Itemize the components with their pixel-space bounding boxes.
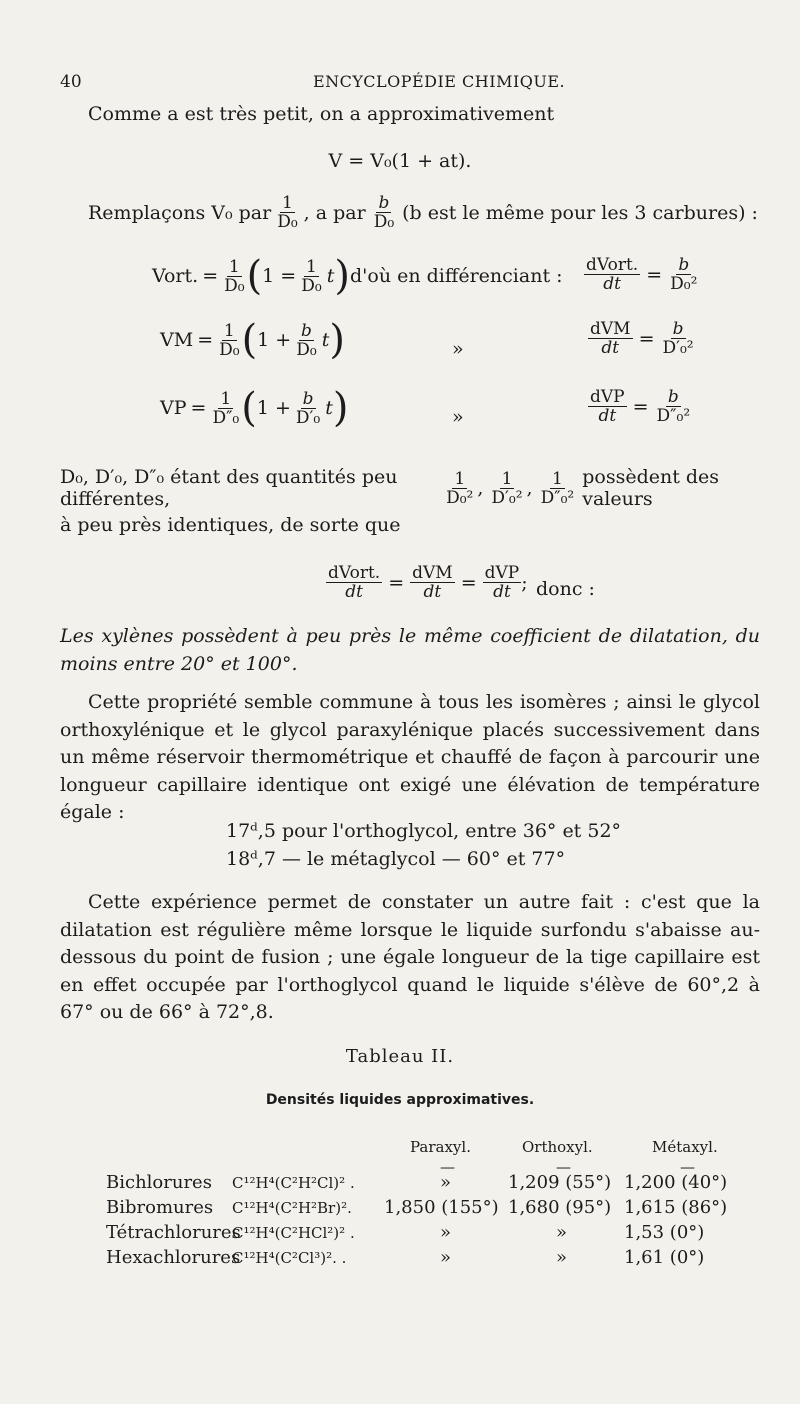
d0-text-end: possèdent des valeurs [582,466,720,510]
d0-text-start: D₀, D′₀, D″₀ étant des quantités peu différentes, [60,466,398,510]
table-row [0,1222,800,1250]
fraction: $\frac{1}{\text{D₀²}}$ [446,468,474,508]
fraction: $\frac{1}{\text{D₀}}$ [224,256,245,296]
row-name: Bichlorures [106,1172,212,1193]
fraction: $\frac{\text{dVort.}}{dt}$ [328,563,381,602]
fraction: $\frac{\text{dVort.}}{dt}$ [586,255,639,294]
meta-temperature-line: 18ᵈ,7 — le métaglycol — 60° et 77° [226,848,566,870]
derivative-v-m: $\frac{\text{dVM}}{dt}$ = $\frac{b}{\text{D′₀²}}$ [590,319,694,358]
column-header-meta: Métaxyl. [652,1138,718,1156]
row-ortho: 1,680 (95°) [508,1197,612,1218]
row-ortho: 1,209 (55°) [508,1172,612,1193]
column-dash: — [440,1158,455,1176]
ditto-mark: » [452,338,464,360]
numerator: b [378,193,390,213]
fraction: $\frac{b}{\text{D′₀²}}$ [662,319,694,358]
column-dash: — [556,1158,571,1176]
row-formula: C¹²H⁴(C²HCl²)² . [232,1224,355,1242]
replace-text-b: , a par [303,201,366,224]
page-number: 40 [60,72,82,92]
fraction: $\frac{b}{\text{D′₀}}$ [295,388,321,428]
row-formula: C¹²H⁴(C²Cl³)². . [232,1249,347,1267]
fraction: $\frac{1}{\text{D″₀²}}$ [540,468,575,508]
denominator: D₀ [373,212,395,232]
derivative-v-p: $\frac{\text{dVP}}{dt}$ = $\frac{b}{\text{D″₀²}}$ [590,387,691,426]
row-formula: C¹²H⁴(C²H²Br)². [232,1199,352,1217]
equation-v-p: VP = $\frac{1}{\text{D″₀}}$ ( 1 + $\frac{b}{\text{D′₀}}$ t ) [160,385,349,431]
table-title: Tableau II. [345,1046,455,1067]
row-name: Bibromures [106,1197,214,1218]
fraction: $\frac{1}{\text{D₀}}$ [219,320,240,360]
ditto-mark: » [452,406,464,428]
v-ort-label: Vort. [152,265,199,287]
denominator: D₀ [277,212,298,232]
fraction-1-d0 [275,194,299,231]
fraction-b-d0 [372,194,396,231]
fraction: $\frac{b}{\text{D″₀²}}$ [656,387,691,426]
equation-v-m: VM = $\frac{1}{\text{D₀}}$ ( 1 + $\frac{b}{\text{D₀}}$ t ) [160,317,345,363]
derivatives-equality: $\frac{\text{dVort.}}{dt}$ = $\frac{\text{dVM}}{dt}$ = $\frac{\text{dVP}}{dt}$ ; [328,563,528,602]
running-title: ENCYCLOPÉDIE CHIMIQUE. [313,72,566,91]
fraction: $\frac{b}{\text{D₀²}}$ [670,255,698,294]
fraction: $\frac{\text{dVM}}{dt}$ [412,563,453,602]
column-header-ortho: Orthoxyl. [522,1138,593,1156]
row-meta: 1,615 (86°) [624,1197,728,1218]
derivative-v-ort: $\frac{\text{dVort.}}{dt}$ = $\frac{b}{\text{D₀²}}$ [586,255,698,294]
v-p-label: VP [160,397,187,419]
fraction: $\frac{1}{\text{D″₀}}$ [212,388,240,428]
replace-text-c: (b est le même pour les 3 carbures) : [402,201,758,224]
row-name: Tétrachlorures [106,1222,241,1243]
v-m-label: VM [160,329,194,351]
d0-paragraph-line2: à peu près identiques, de sorte que [60,514,401,536]
fraction: $\frac{b}{\text{D₀}}$ [296,320,317,360]
ortho-temperature-line: 17ᵈ,5 pour l'orthoglycol, entre 36° et 52° [226,820,622,842]
row-para: » [440,1247,452,1268]
row-name: Hexachlorures [106,1247,241,1268]
table-subtitle: Densités liquides approximatives. [265,1092,535,1108]
table-row [0,1172,800,1200]
column-header-para: Paraxyl. [410,1138,471,1156]
donc-text: donc : [536,578,595,600]
table-row [0,1247,800,1275]
row-para: » [440,1172,452,1193]
row-para: 1,850 (155°) [384,1197,499,1218]
experiment-paragraph: Cette expérience permet de constater un autre fait : c'est que la dilatation est régulière même lorsque le liquide surfondu s'abaisse au-dessous du point de fusion ; une égale longueur de la tige capillaire est en effet occupée par l'orthoglycol quand le liquide s'élève de 60°,2 à 67° ou de 66° à 72°,8. [60,891,760,1023]
row-formula: C¹²H⁴(C²H²Cl)² . [232,1174,355,1192]
equation-v: V = V₀(1 + at). [328,150,472,172]
intro-line: Comme a est très petit, on a approximativement [88,103,555,125]
fraction: $\frac{\text{dVP}}{dt}$ [484,563,520,602]
fraction: $\frac{\text{dVM}}{dt}$ [590,319,631,358]
fraction: $\frac{\text{dVP}}{dt}$ [590,387,625,426]
row-meta: 1,53 (0°) [624,1222,705,1243]
row-ortho: » [556,1222,568,1243]
row-meta: 1,61 (0°) [624,1247,705,1268]
numerator: 1 [282,193,293,213]
fraction: $\frac{1}{\text{D′₀²}}$ [491,468,523,508]
d0-paragraph-line1: D₀, D′₀, D″₀ étant des quantités peu différentes, $\frac{1}{\text{D₀²}}$ , $\frac{1}{\text{D′₀²}}$ , $\frac{1}{\text{D″₀²}}$ possèdent des valeurs [60,466,760,510]
replace-line [88,194,758,231]
conclusion-italic: Les xylènes possèdent à peu près le même coefficient de dilatation, du moins entre 20° et 100°. [60,625,760,675]
row-ortho: » [556,1247,568,1268]
replace-text-a: Remplaçons V₀ par [88,201,272,224]
table-row [0,1197,800,1225]
equation-v-ort: Vort. = $\frac{1}{\text{D₀}}$ ( 1 = $\frac{1}{\text{D₀}}$ t ) [152,253,350,299]
property-paragraph: Cette propriété semble commune à tous les isomères ; ainsi le glycol orthoxylénique et le glycol paraxylénique placés successivement dans un même réservoir thermométrique et chauffé de façon à parcourir une longueur capillaire identique ont exigé une élévation de température égale : [60,691,760,823]
fraction: $\frac{1}{\text{D₀}}$ [301,256,322,296]
differentiating-text: d'où en différenciant : [350,265,563,287]
row-para: » [440,1222,452,1243]
row-meta: 1,200 (40°) [624,1172,728,1193]
column-dash: — [680,1158,695,1176]
